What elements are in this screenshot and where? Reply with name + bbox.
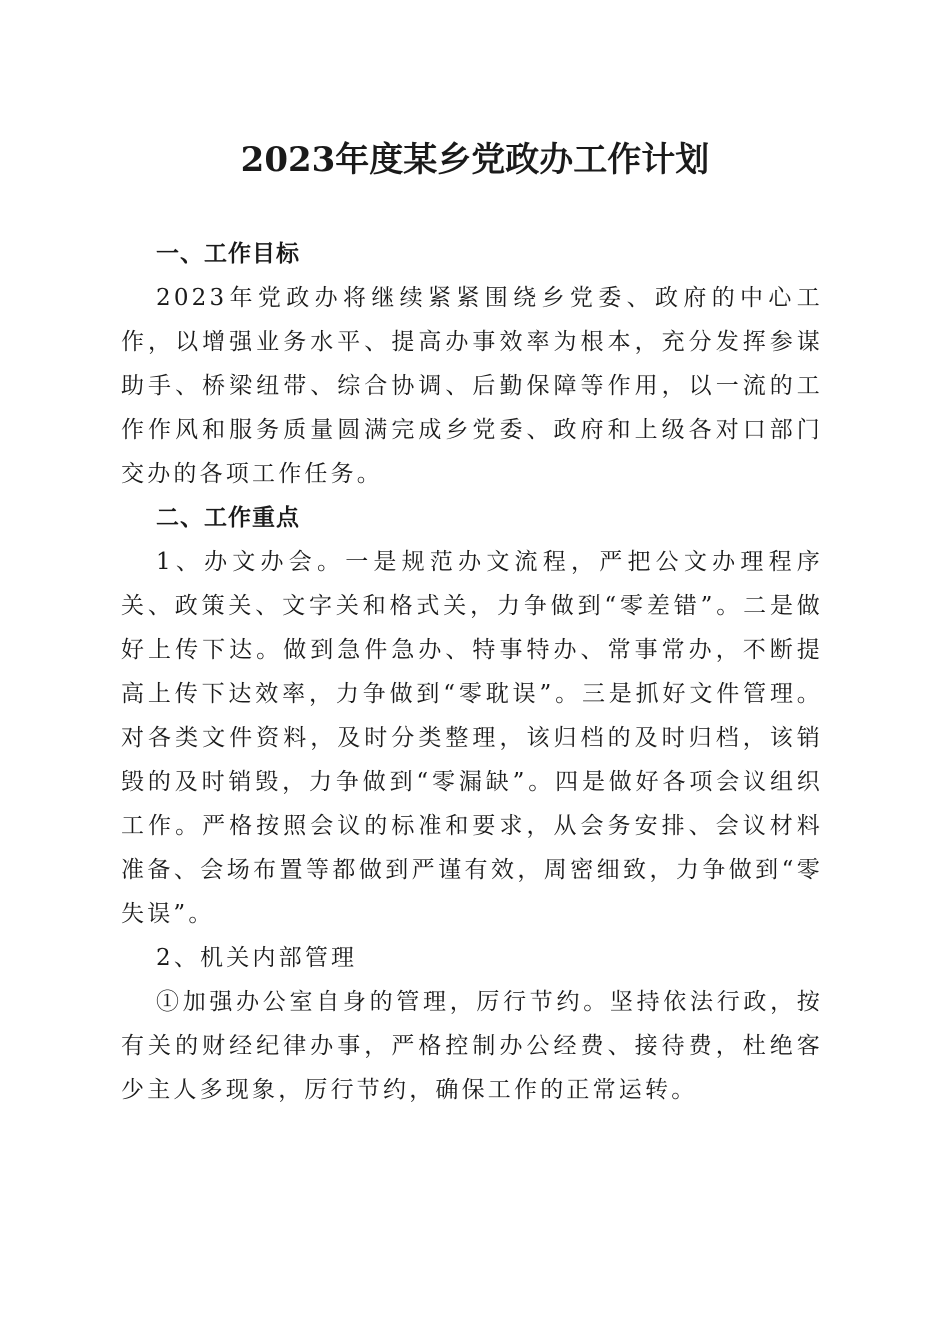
document-body <box>121 232 823 1112</box>
document-title: 2023年度某乡党政办工作计划 <box>240 140 710 180</box>
paragraph-internal-management-title: 2、机关内部管理 <box>156 945 358 971</box>
section-heading-goals: 一、工作目标 <box>156 241 300 267</box>
paragraph-office-management: ①加强办公室自身的管理，厉行节约。坚持依法行政，按有关的财经纪律办事，严格控制办公经费、接待费，杜绝客少主人多现象，厉行节约，确保工作的正常运转。 <box>121 989 823 1103</box>
section-heading-focus: 二、工作重点 <box>156 505 300 531</box>
paragraph-documents-meetings: 1、办文办会。一是规范办文流程，严把公文办理程序关、政策关、文字关和格式关，力争做到“零差错”。二是做好上传下达。做到急件急办、特事特办、常事常办，不断提高上传下达效率，力争做到“零耽误”。三是抓好文件管理。对各类文件资料，及时分类整理，该归档的及时归档，该销毁的及时销毁，力争做到“零漏缺”。四是做好各项会议组织工作。严格按照会议的标准和要求，从会务安排、会议材料准备、会场布置等都做到严谨有效，周密细致，力争做到“零失误”。 <box>121 549 823 927</box>
paragraph-goals: 2023年党政办将继续紧紧围绕乡党委、政府的中心工作，以增强业务水平、提高办事效率为根本，充分发挥参谋助手、桥梁纽带、综合协调、后勤保障等作用，以一流的工作作风和服务质量圆满完成乡党委、政府和上级各对口部门交办的各项工作任务。 <box>121 285 823 487</box>
